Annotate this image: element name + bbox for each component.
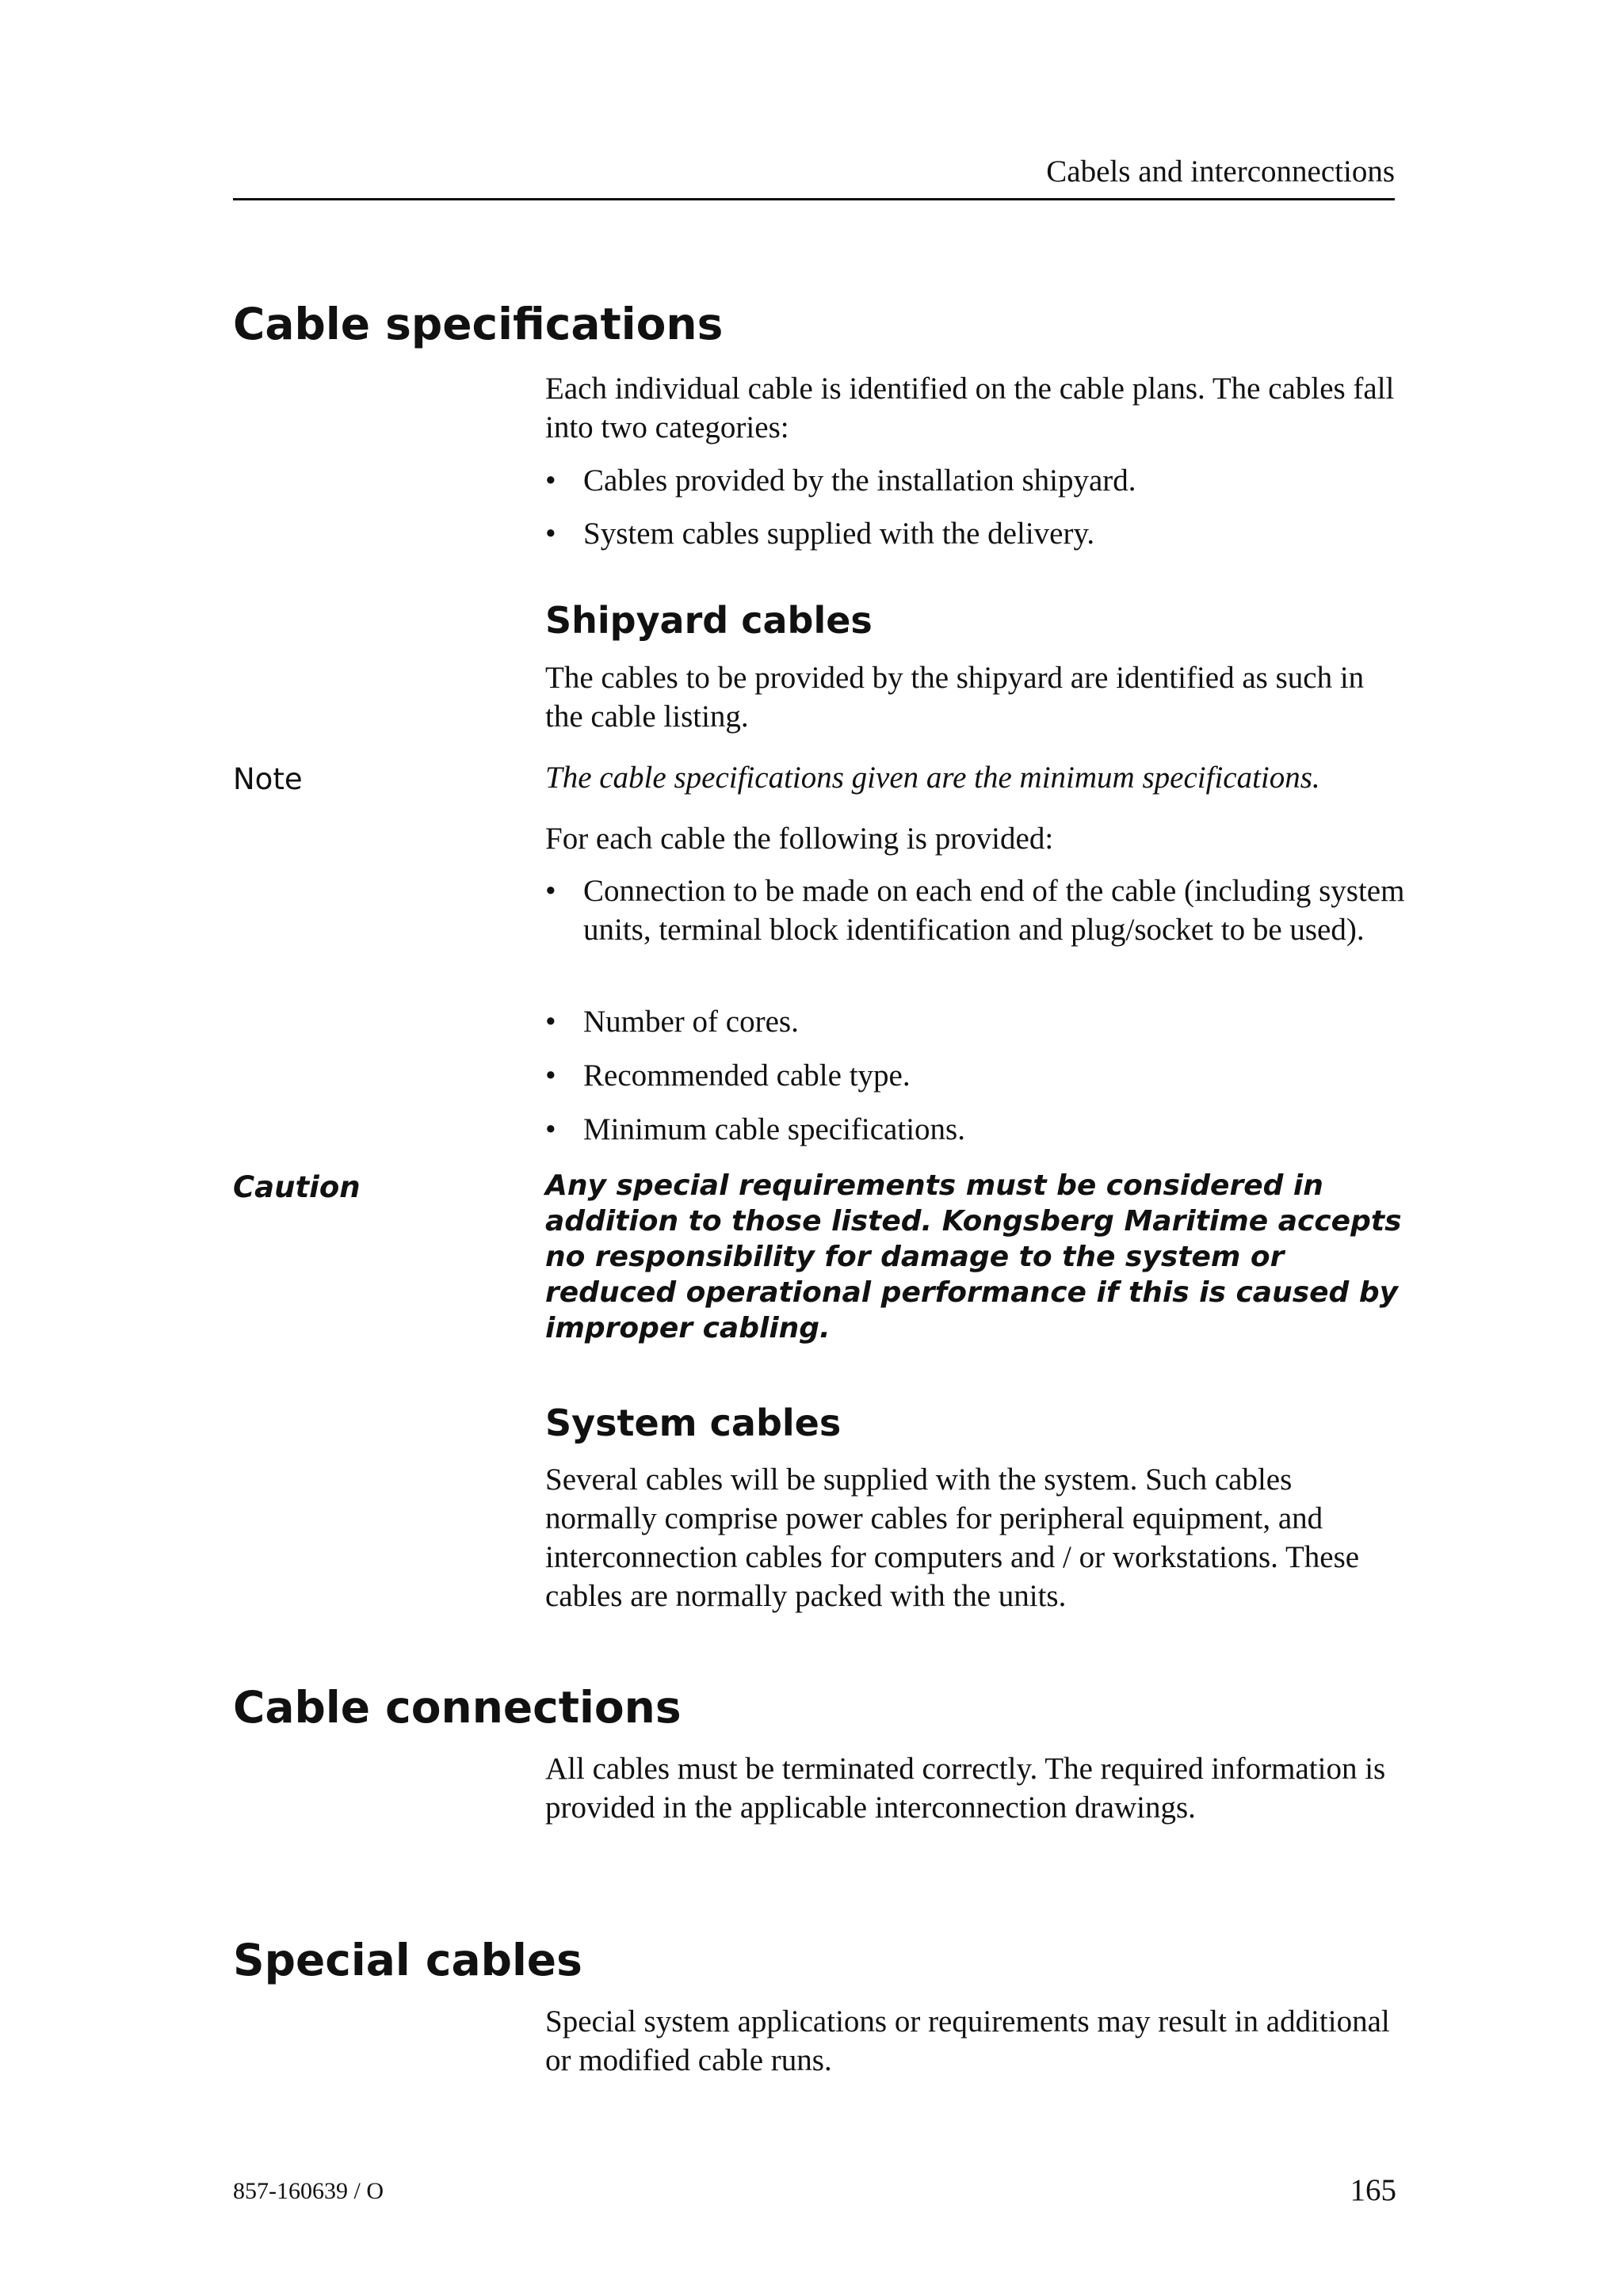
cable-specs-intro: Each individual cable is identified on the cable plans. The cables fall into two categories: — [545, 372, 1395, 444]
header-rule — [233, 198, 1395, 200]
page-number: 165 — [1350, 2173, 1396, 2207]
list-item-text: System cables supplied with the delivery. — [583, 517, 1095, 551]
list-item-text: Number of cores. — [583, 1005, 799, 1039]
list-item — [545, 1056, 1409, 1095]
caution-text: Any special requirements must be considered in addition to those listed. Kongsberg Maritime accepts no responsibility for damage to the system or reduced operational performance if this is caused by improper cabling. — [545, 1169, 1402, 1344]
bullet-icon: • — [545, 463, 556, 498]
list-item — [545, 514, 1409, 553]
note-text: The cable specifications given are the minimum specifications. — [545, 761, 1320, 795]
list-item — [545, 461, 1409, 500]
heading-shipyard-cables: Shipyard cables — [545, 599, 873, 642]
bullet-icon: • — [545, 1058, 556, 1093]
bullet-icon: • — [545, 874, 556, 908]
list-item-text: Connection to be made on each end of the cable (including system units, terminal block identification and plug/socket to be used). — [583, 874, 1405, 947]
heading-cable-connections: Cable connections — [233, 1682, 682, 1733]
document-number: 857-160639 / O — [233, 2178, 384, 2204]
list-item — [545, 1110, 1409, 1149]
note-label: Note — [233, 762, 303, 796]
list-item — [545, 871, 1409, 949]
list-item — [545, 1002, 1409, 1041]
heading-system-cables: System cables — [545, 1402, 842, 1444]
shipyard-list-intro: For each cable the following is provided: — [545, 822, 1054, 856]
system-cables-para: Several cables will be supplied with the system. Such cables normally comprise power cables for peripheral equipment, and interconnection cables for computers and / or workstations. These cables are normally packed with the units. — [545, 1463, 1360, 1613]
cable-connections-para: All cables must be terminated correctly. The required information is provided in the applicable interconnection drawings. — [545, 1752, 1386, 1825]
heading-cable-specifications: Cable specifications — [233, 299, 724, 349]
shipyard-para: The cables to be provided by the shipyard are identified as such in the cable listing. — [545, 661, 1365, 734]
list-item-text: Minimum cable specifications. — [583, 1112, 965, 1146]
list-item-text: Recommended cable type. — [583, 1058, 911, 1093]
bullet-icon: • — [545, 1005, 556, 1039]
caution-label: Caution — [233, 1170, 361, 1204]
bullet-icon: • — [545, 1112, 556, 1146]
running-header: Cabels and interconnections — [1046, 154, 1395, 189]
list-item-text: Cables provided by the installation shipyard. — [583, 463, 1136, 498]
special-cables-para: Special system applications or requirements may result in additional or modified cable runs. — [545, 2004, 1390, 2077]
heading-special-cables: Special cables — [233, 1935, 582, 1985]
bullet-icon: • — [545, 517, 556, 551]
